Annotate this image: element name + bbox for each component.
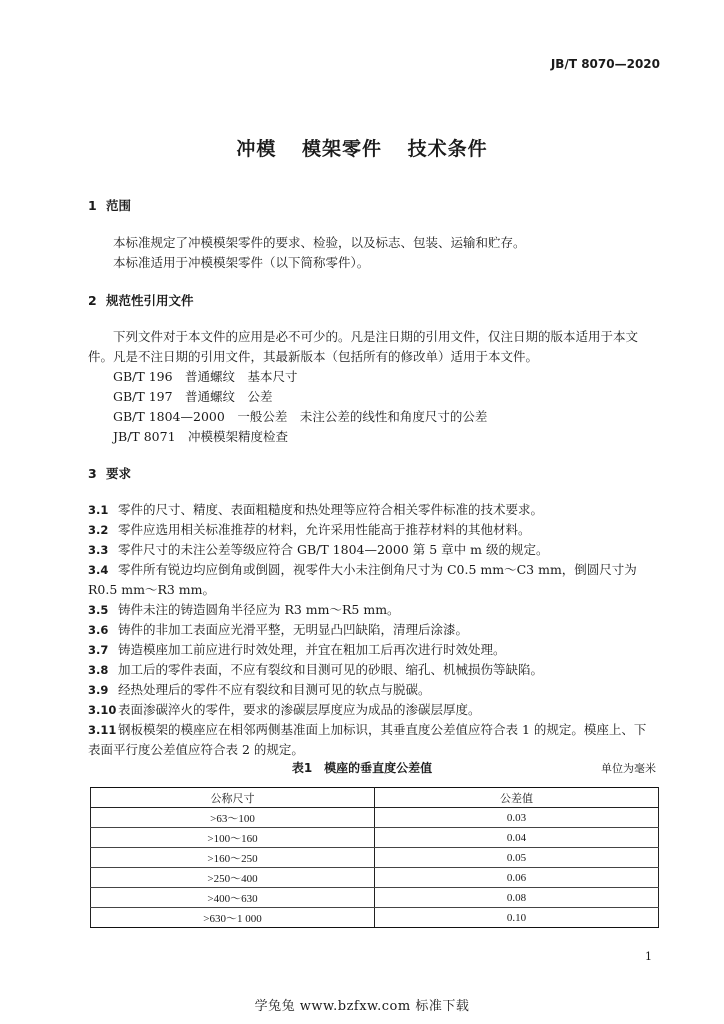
section-title: 规范性引用文件 <box>106 293 194 308</box>
item-number: 3.9 <box>88 683 109 697</box>
table-cell: >100～160 <box>91 828 375 848</box>
item-number: 3.4 <box>88 563 109 577</box>
table-caption: 表1 模座的垂直度公差值 <box>291 761 433 775</box>
tolerance-table <box>90 787 659 928</box>
table-cell: 0.06 <box>375 868 659 888</box>
table-unit: 单位为毫米 <box>601 762 656 775</box>
item-text: 铸件未注的铸造圆角半径应为 R3 mm～R5 mm。 <box>118 602 400 617</box>
table-cell: 0.05 <box>375 848 659 868</box>
section-2-heading <box>88 291 194 309</box>
page-number: 1 <box>645 950 652 963</box>
requirement-item <box>88 620 663 640</box>
item-number: 3.8 <box>88 663 109 677</box>
title-part-1: 冲模 <box>236 138 277 160</box>
requirement-item <box>88 560 663 580</box>
title-part-2: 模架零件 <box>301 138 382 160</box>
requirement-item-continuation: R0.5 mm～R3 mm。 <box>88 582 216 597</box>
section-title: 范围 <box>106 198 132 213</box>
item-number: 3.11 <box>88 723 117 737</box>
section-title: 要求 <box>106 466 132 481</box>
reference-item: GB/T 197 普通螺纹 公差 <box>113 389 273 404</box>
table-cell: 0.08 <box>375 888 659 908</box>
requirement-item <box>88 660 663 680</box>
item-text: 经热处理后的零件不应有裂纹和目测可见的软点与脱碳。 <box>118 682 431 697</box>
item-text: 钢板模架的模座应在相邻两侧基准面上加标识，其垂直度公差值应符合表 1 的规定。模座上、下 <box>118 722 647 737</box>
requirement-item <box>88 600 663 620</box>
requirement-item <box>88 540 663 560</box>
item-number: 3.10 <box>88 703 117 717</box>
item-text: 零件应选用相关标准推荐的材料，允许采用性能高于推荐材料的其他材料。 <box>118 522 531 537</box>
requirement-item <box>88 700 663 720</box>
requirement-item <box>88 500 663 520</box>
item-text: 零件的尺寸、精度、表面粗糙度和热处理等应符合相关零件标准的技术要求。 <box>118 502 544 517</box>
section-1-para-1: 本标准规定了冲模模架零件的要求、检验，以及标志、包装、运输和贮存。 <box>113 235 526 250</box>
item-text: 加工后的零件表面，不应有裂纹和目测可见的砂眼、缩孔、机械损伤等缺陷。 <box>118 662 544 677</box>
section-1-para-2: 本标准适用于冲模模架零件（以下简称零件）。 <box>113 255 370 270</box>
requirement-item <box>88 520 663 540</box>
item-text: 铸造模座加工前应进行时效处理，并宜在粗加工后再次进行时效处理。 <box>118 642 506 657</box>
item-number: 3.1 <box>88 503 109 517</box>
reference-item: GB/T 1804—2000 一般公差 未注公差的线性和角度尺寸的公差 <box>113 409 488 424</box>
table-cell: 0.10 <box>375 908 659 928</box>
section-2-para-line-2: 件。凡是不注日期的引用文件，其最新版本（包括所有的修改单）适用于本文件。 <box>88 349 539 364</box>
table-row <box>91 808 659 828</box>
table-row <box>91 828 659 848</box>
section-1-heading <box>88 196 131 214</box>
table-cell: >630～1 000 <box>91 908 375 928</box>
item-number: 3.6 <box>88 623 109 637</box>
table-cell: 0.04 <box>375 828 659 848</box>
table-header-row <box>91 788 659 808</box>
table-row <box>91 868 659 888</box>
item-number: 3.7 <box>88 643 109 657</box>
section-2-para-line-1: 下列文件对于本文件的应用是必不可少的。凡是注日期的引用文件，仅注日期的版本适用于本文 <box>113 329 639 344</box>
table-cell: 0.03 <box>375 808 659 828</box>
requirement-item <box>88 720 663 740</box>
item-text: 铸件的非加工表面应光滑平整，无明显凸凹缺陷，清理后涂漆。 <box>118 622 469 637</box>
table-row <box>91 888 659 908</box>
section-number: 3 <box>88 466 97 481</box>
requirement-item <box>88 680 663 700</box>
table-header-cell: 公称尺寸 <box>91 788 375 808</box>
item-number: 3.5 <box>88 603 109 617</box>
table-header-cell: 公差值 <box>375 788 659 808</box>
item-number: 3.3 <box>88 543 109 557</box>
table-cell: >250～400 <box>91 868 375 888</box>
reference-item: JB/T 8071 冲模模架精度检查 <box>113 429 289 444</box>
reference-item: GB/T 196 普通螺纹 基本尺寸 <box>113 369 298 384</box>
requirement-item-continuation: 表面平行度公差值应符合表 2 的规定。 <box>88 742 304 757</box>
standard-code: JB/T 8070—2020 <box>550 57 660 71</box>
table-cell: >63～100 <box>91 808 375 828</box>
item-number: 3.2 <box>88 523 109 537</box>
item-text: 表面渗碳淬火的零件，要求的渗碳层厚度应为成品的渗碳层厚度。 <box>118 702 481 717</box>
table-row <box>91 848 659 868</box>
section-number: 1 <box>88 198 97 213</box>
footer-watermark[interactable]: 学兔兔 www.bzfxw.com 标准下载 <box>254 999 470 1014</box>
item-text: 零件尺寸的未注公差等级应符合 GB/T 1804—2000 第 5 章中 m 级的规定。 <box>118 542 549 557</box>
item-text: 零件所有锐边均应倒角或倒圆，视零件大小未注倒角尺寸为 C0.5 mm～C3 mm，倒圆尺寸为 <box>118 562 637 577</box>
table-row <box>91 908 659 928</box>
table-cell: >400～630 <box>91 888 375 908</box>
section-3-heading <box>88 464 131 482</box>
section-number: 2 <box>88 293 97 308</box>
document-title <box>0 134 724 161</box>
title-part-3: 技术条件 <box>407 138 488 160</box>
requirement-item <box>88 640 663 660</box>
table-cell: >160～250 <box>91 848 375 868</box>
